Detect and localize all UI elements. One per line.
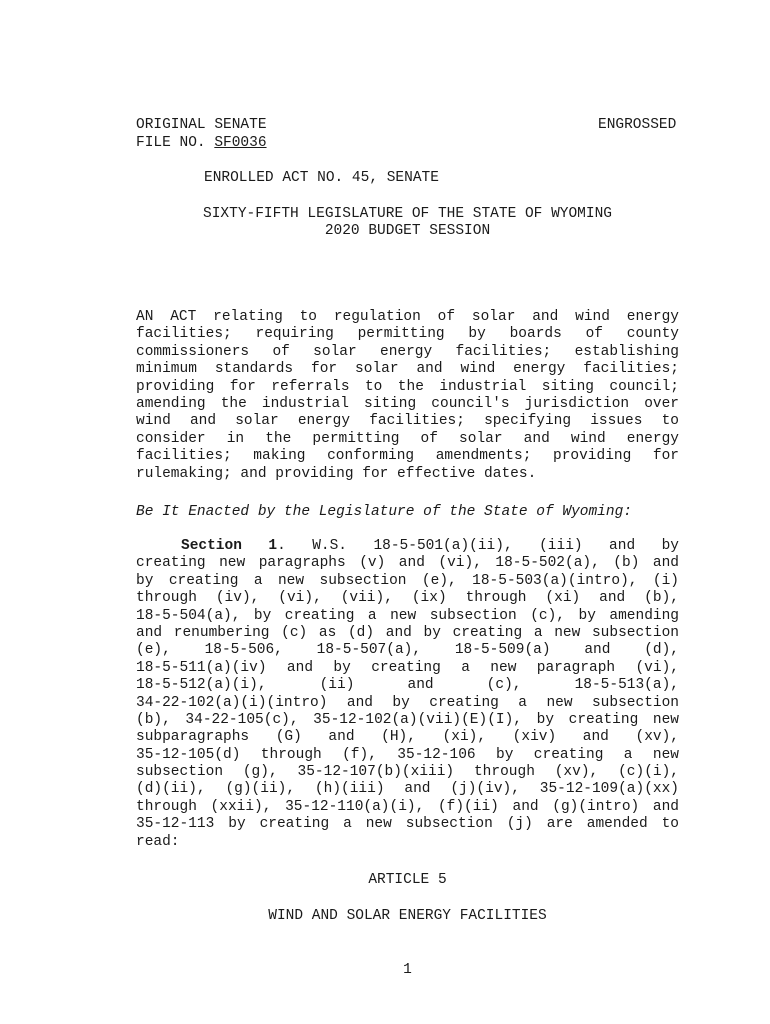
- legislature-line: SIXTY-FIFTH LEGISLATURE OF THE STATE OF WYOMING: [203, 206, 612, 222]
- section-1-line: 18-5-504(a), by creating a new subsection (c), by amending: [136, 607, 679, 624]
- section-1-line: 18-5-511(a)(iv) and by creating a new paragraph (vi),: [136, 659, 679, 676]
- section-1-line: (e), 18-5-506, 18-5-507(a), 18-5-509(a) and (d),: [136, 642, 679, 659]
- section-1-line: 35-12-105(d) through (f), 35-12-106 by creating a new: [136, 746, 679, 763]
- section-1: [136, 538, 679, 851]
- section-1-line: 18-5-512(a)(i), (ii) and (c), 18-5-513(a),: [136, 677, 679, 694]
- file-number-link[interactable]: SF0036: [214, 135, 267, 151]
- act-title-line: consider in the permitting of solar and wind energy: [136, 430, 679, 447]
- section-1-label: Section 1: [181, 538, 278, 554]
- act-title-line: wind and solar energy facilities; specifying issues to: [136, 413, 679, 430]
- act-title: [136, 309, 679, 483]
- file-number-label: FILE NO.: [136, 135, 215, 151]
- article-heading: ARTICLE 5: [368, 872, 447, 888]
- section-1-line: subsection (g), 35-12-107(b)(xiii) through (xv), (c)(i),: [136, 764, 679, 781]
- section-1-line: through (iv), (vi), (vii), (ix) through (xi) and (b),: [136, 590, 679, 607]
- section-1-line: (d)(ii), (g)(ii), (h)(iii) and (j)(iv), 35-12-109(a)(xx): [136, 781, 679, 798]
- act-title-line: amending the industrial siting council's jurisdiction over: [136, 395, 679, 412]
- act-title-line: commissioners of solar energy facilities; establishing: [136, 343, 679, 360]
- section-1-first-line: [136, 538, 679, 555]
- section-1-first-text: . W.S. 18-5-501(a)(ii), (iii) and by: [277, 538, 679, 554]
- enrolled-act-number: ENROLLED ACT NO. 45, SENATE: [204, 170, 439, 186]
- act-title-line: minimum standards for solar and wind energy facilities;: [136, 361, 679, 378]
- article-title: WIND AND SOLAR ENERGY FACILITIES: [268, 908, 547, 924]
- section-1-line: (b), 34-22-105(c), 35-12-102(a)(vii)(E)(I), by creating new: [136, 711, 679, 728]
- page-number: 1: [403, 962, 412, 978]
- section-1-line: subparagraphs (G) and (H), (xi), (xiv) and (xv),: [136, 729, 679, 746]
- engrossed-label: ENGROSSED: [598, 117, 677, 133]
- original-senate-label: ORIGINAL SENATE: [136, 117, 267, 133]
- header-origin: [136, 116, 267, 152]
- section-1-line: creating new paragraphs (v) and (vi), 18-5-502(a), (b) and: [136, 555, 679, 572]
- section-1-line: read:: [136, 833, 180, 850]
- section-1-line: through (xxii), 35-12-110(a)(i), (f)(ii) and (g)(intro) and: [136, 798, 679, 815]
- section-1-line: by creating a new subsection (e), 18-5-503(a)(intro), (i): [136, 572, 679, 589]
- session-line: 2020 BUDGET SESSION: [324, 223, 491, 239]
- act-title-line: AN ACT relating to regulation of solar and wind energy: [136, 309, 679, 325]
- act-title-line: providing for referrals to the industrial siting council;: [136, 378, 679, 395]
- section-1-line: and renumbering (c) as (d) and by creating a new subsection: [136, 624, 679, 641]
- section-1-body: [136, 555, 679, 851]
- section-1-line: 34-22-102(a)(i)(intro) and by creating a new subsection: [136, 694, 679, 711]
- enacting-clause: Be It Enacted by the Legislature of the State of Wyoming:: [136, 504, 632, 520]
- act-title-line: rulemaking; and providing for effective dates.: [136, 465, 537, 482]
- act-title-line: facilities; requiring permitting by boards of county: [136, 326, 679, 343]
- act-title-line: facilities; making conforming amendments; providing for: [136, 448, 679, 465]
- section-1-line: 35-12-113 by creating a new subsection (j) are amended to: [136, 816, 679, 833]
